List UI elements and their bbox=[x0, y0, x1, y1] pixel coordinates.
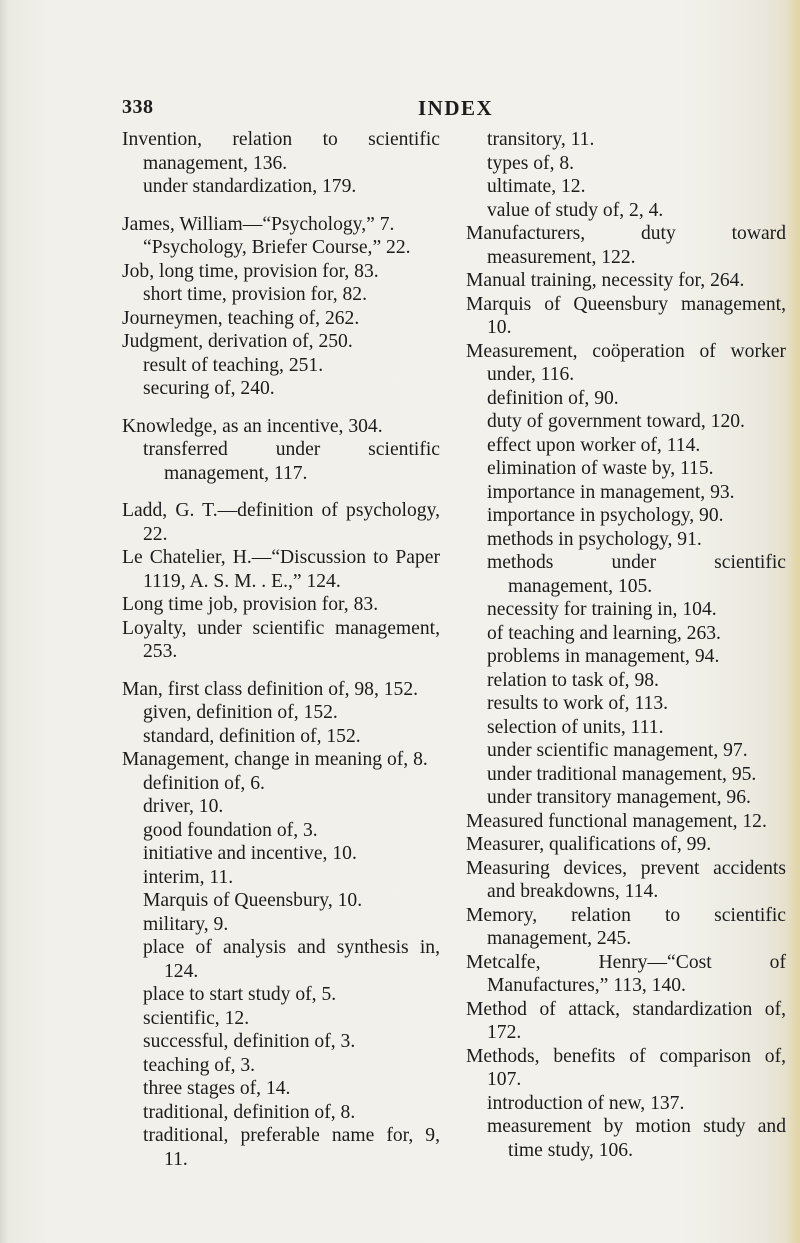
index-subentry: under standardization, 179. bbox=[143, 176, 357, 197]
index-subentry: methods in psychology, 91. bbox=[487, 528, 702, 550]
index-subentry: securing of, 240. bbox=[143, 378, 275, 399]
index-subentry: transferred under scientific management, 117. bbox=[143, 439, 440, 484]
index-subentry: under scientific management, 97. bbox=[487, 740, 748, 761]
index-subentry: “Psychology, Briefer Course,” 22. bbox=[143, 237, 411, 258]
index-subentry: place of analysis and synthesis in, 124. bbox=[143, 937, 440, 982]
index-subentry: elimination of waste by, 115. bbox=[487, 458, 714, 479]
index-subentry: good foundation of, 3. bbox=[143, 819, 318, 841]
index-subentry: given, definition of, 152. bbox=[143, 702, 338, 723]
index-subentry: methods under scientific management, 105. bbox=[487, 552, 786, 597]
index-subentry: effect upon worker of, 114. bbox=[487, 434, 701, 456]
page-number: 338 bbox=[122, 96, 154, 118]
index-entry: Metcalfe, Henry—“Cost of Manufactures,” 113, 140. bbox=[466, 951, 786, 996]
index-column-left bbox=[122, 128, 440, 1171]
running-title: INDEX bbox=[418, 96, 494, 120]
index-subentry: definition of, 6. bbox=[143, 772, 265, 794]
index-entry: Man, first class definition of, 98, 152. bbox=[122, 678, 419, 700]
page-gutter-shadow bbox=[0, 0, 8, 1243]
index-subentry: types of, 8. bbox=[487, 152, 575, 174]
index-subentry: under traditional management, 95. bbox=[487, 763, 757, 785]
index-entry: Manufacturers, duty toward measurement, 122. bbox=[466, 223, 786, 268]
index-entry: Invention, relation to scientific management, 136. bbox=[122, 129, 440, 174]
index-entry: Manual training, necessity for, 264. bbox=[466, 270, 745, 291]
page-header bbox=[0, 96, 800, 126]
index-subentry: scientific, 12. bbox=[143, 1007, 250, 1029]
index-subentry: traditional, preferable name for, 9, 11. bbox=[143, 1125, 440, 1170]
index-subentry: definition of, 90. bbox=[487, 387, 619, 409]
index-subentry: selection of units, 111. bbox=[487, 716, 664, 738]
index-subentry: problems in management, 94. bbox=[487, 646, 720, 667]
index-subentry: relation to task of, 98. bbox=[487, 669, 659, 691]
index-subentry: place to start study of, 5. bbox=[143, 984, 337, 1005]
index-entry: Knowledge, as an incentive, 304. bbox=[122, 415, 383, 437]
index-subentry: ultimate, 12. bbox=[487, 176, 586, 197]
index-subentry: Marquis of Queensbury, 10. bbox=[143, 890, 363, 911]
index-entry: Marquis of Queensbury management, 10. bbox=[466, 293, 786, 338]
index-subentry: interim, 11. bbox=[143, 866, 234, 888]
index-entry: Measuring devices, prevent accidents and breakdowns, 114. bbox=[466, 857, 786, 902]
index-entry: Judgment, derivation of, 250. bbox=[122, 331, 353, 352]
index-subentry: initiative and incentive, 10. bbox=[143, 843, 357, 864]
index-entry: Measurement, coöperation of worker under, 116. bbox=[466, 340, 786, 385]
index-subentry: importance in management, 93. bbox=[487, 481, 735, 503]
index-subentry: three stages of, 14. bbox=[143, 1078, 291, 1099]
index-subentry: traditional, definition of, 8. bbox=[143, 1101, 356, 1123]
index-subentry: duty of government toward, 120. bbox=[487, 411, 745, 432]
index-entry: Long time job, provision for, 83. bbox=[122, 594, 379, 615]
page-edge-stain bbox=[786, 0, 800, 1243]
index-entry: Memory, relation to scientific management, 245. bbox=[466, 904, 786, 949]
index-subentry: importance in psychology, 90. bbox=[487, 505, 724, 526]
index-subentry: teaching of, 3. bbox=[143, 1054, 256, 1076]
index-column-right bbox=[466, 128, 786, 1162]
index-entry: Measured functional management, 12. bbox=[466, 810, 767, 832]
index-entry: Management, change in meaning of, 8. bbox=[122, 749, 428, 770]
index-entry: Methods, benefits of comparison of, 107. bbox=[466, 1045, 786, 1090]
index-entry: Measurer, qualifications of, 99. bbox=[466, 834, 712, 855]
index-entry: James, William—“Psychology,” 7. bbox=[122, 213, 395, 235]
index-subentry: results to work of, 113. bbox=[487, 693, 669, 714]
index-entry: Job, long time, provision for, 83. bbox=[122, 260, 379, 282]
index-subentry: military, 9. bbox=[143, 913, 229, 935]
index-entry: Loyalty, under scientific management, 253. bbox=[122, 617, 440, 662]
index-subentry: measurement by motion study and time study, 106. bbox=[487, 1116, 786, 1161]
index-entry: Method of attack, standardization of, 172. bbox=[466, 998, 786, 1043]
index-subentry: standard, definition of, 152. bbox=[143, 725, 361, 747]
index-subentry: successful, definition of, 3. bbox=[143, 1031, 356, 1052]
index-subentry: driver, 10. bbox=[143, 796, 224, 817]
index-subentry: result of teaching, 251. bbox=[143, 354, 324, 376]
index-subentry: necessity for training in, 104. bbox=[487, 599, 717, 620]
index-subentry: value of study of, 2, 4. bbox=[487, 199, 664, 221]
index-subentry: of teaching and learning, 263. bbox=[487, 622, 721, 644]
index-subentry: under transitory management, 96. bbox=[487, 787, 751, 808]
index-subentry: introduction of new, 137. bbox=[487, 1092, 685, 1114]
index-subentry: short time, provision for, 82. bbox=[143, 284, 367, 305]
index-subentry: transitory, 11. bbox=[487, 129, 595, 150]
index-entry: Le Chatelier, H.—“Discussion to Paper 1119, A. S. M. . E.,” 124. bbox=[122, 547, 440, 592]
index-entry: Ladd, G. T.—definition of psychology, 22. bbox=[122, 500, 440, 545]
index-entry: Journeymen, teaching of, 262. bbox=[122, 307, 360, 329]
